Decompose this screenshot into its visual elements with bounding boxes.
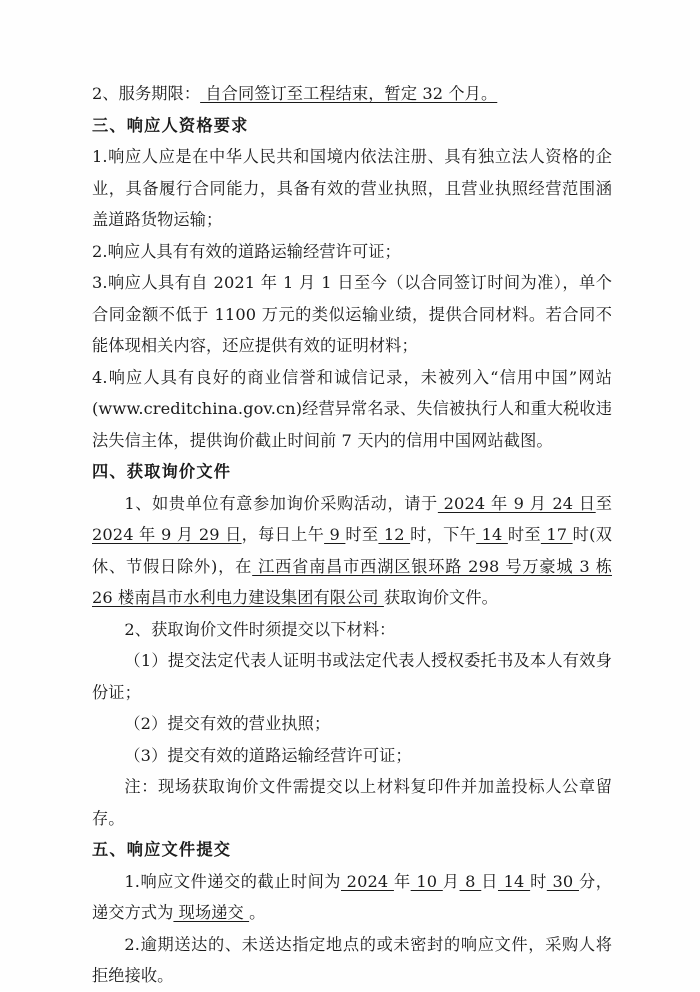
- segment-obtain-1-8: 时，下午: [410, 525, 477, 544]
- paragraph-obtain-2-2: [92, 708, 612, 740]
- paragraph-submit-1: [92, 866, 612, 929]
- segment-submit-1-4: 月: [442, 871, 460, 891]
- segment-submit-1-2: 年: [393, 871, 411, 891]
- segment-submit-1-0: 1.响应文件递交的截止时间为: [124, 871, 341, 891]
- text-qual-4: 4.响应人具有良好的商业信誉和诚信记录，未被列入“信用中国”网站(www.creditchina.gov.cn)经营异常名录、失信被执行人和重大税收违法失信主体，提供询价截止时间前 7 天内的信用中国网站截图。: [92, 367, 612, 450]
- paragraph-qual-1: [92, 141, 612, 236]
- paragraph-qual-2: [92, 236, 612, 268]
- segment-submit-1-12: 。: [249, 903, 266, 922]
- text-heading-obtain-docs: 四、获取询价文件: [92, 462, 232, 481]
- segment-submit-1-7: 14: [497, 871, 531, 891]
- paragraph-obtain-2-3: [92, 740, 612, 772]
- text-qual-3: 3.响应人具有自 2021 年 1 月 1 日至今（以合同签订时间为准），单个合同金额不低于 1100 万元的类似运输业绩，提供合同材料。若合同不能体现相关内容，还应提供有效的证明材料；: [92, 273, 612, 355]
- paragraph-service-period: [92, 78, 612, 110]
- segment-obtain-1-2: 至: [595, 493, 612, 513]
- segment-submit-1-5: 8: [459, 871, 482, 891]
- text-obtain-2-1: （1）提交法定代表人证明书或法定代表人授权委托书及本人有效身份证；: [92, 651, 612, 702]
- segment-obtain-1-10: 时至: [507, 525, 541, 544]
- paragraph-qual-4: [92, 362, 612, 457]
- segment-obtain-1-6: 时至: [345, 525, 379, 544]
- document-content: [92, 78, 612, 992]
- text-obtain-note: 注：现场获取询价文件需提交以上材料复印件并加盖投标人公章留存。: [92, 777, 612, 828]
- segment-submit-1-1: 2024: [341, 871, 394, 891]
- segment-submit-1-10: 分，递交方式为: [92, 871, 612, 922]
- segment-obtain-1-11: 17: [540, 525, 573, 544]
- segment-obtain-1-12: 时(双休、节假日除外)，在: [92, 525, 612, 576]
- text-obtain-2-3: （3）提交有效的道路运输经营许可证；: [124, 745, 412, 765]
- segment-obtain-1-5: 9: [324, 525, 346, 544]
- segment-obtain-1-0: 1、如贵单位有意参加询价采购活动，请于: [124, 493, 438, 513]
- paragraph-obtain-1: [92, 488, 612, 614]
- text-qual-2: 2.响应人具有有效的道路运输经营许可证；: [92, 241, 401, 261]
- paragraph-heading-qualification: [92, 110, 612, 142]
- segment-obtain-1-14: 获取询价文件。: [383, 588, 498, 607]
- paragraph-heading-obtain-docs: [92, 456, 612, 488]
- text-qual-1: 1.响应人应是在中华人民共和国境内依法注册、具有独立法人资格的企业，具备履行合同能力，具备有效的营业执照，且营业执照经营范围涵盖道路货物运输；: [92, 147, 612, 229]
- paragraph-obtain-note: [92, 771, 612, 834]
- text-heading-submit: 五、响应文件提交: [92, 840, 232, 859]
- segment-submit-1-6: 日: [481, 871, 498, 891]
- paragraph-obtain-2-1: [92, 645, 612, 708]
- segment-service-period-0: 2、服务期限：: [92, 84, 201, 103]
- text-obtain-2: 2、获取询价文件时须提交以下材料：: [124, 619, 396, 639]
- paragraph-submit-2: [92, 929, 612, 992]
- segment-obtain-1-3: 2024 年 9 月 29 日: [92, 525, 242, 544]
- segment-submit-1-8: 时: [530, 871, 547, 891]
- segment-obtain-1-1: 2024 年 9 月 24 日: [437, 493, 596, 513]
- paragraph-heading-submit: [92, 834, 612, 866]
- text-heading-qualification: 三、响应人资格要求: [92, 115, 249, 135]
- segment-obtain-1-13: 江西省南昌市西湖区银环路 298 号万豪城 3 栋 26 楼南昌市水利电力建设集团有限公司: [92, 556, 612, 607]
- segment-obtain-1-4: ，每日上午: [241, 525, 325, 544]
- paragraph-obtain-2: [92, 614, 612, 646]
- segment-obtain-1-9: 14: [476, 525, 508, 544]
- segment-submit-1-9: 30: [546, 871, 579, 891]
- segment-submit-1-3: 10: [410, 871, 443, 891]
- segment-service-period-1: 自合同签订至工程结束，暂定 32 个月。: [200, 84, 498, 103]
- paragraph-qual-3: [92, 267, 612, 362]
- segment-obtain-1-7: 12: [378, 525, 411, 544]
- document-body: [92, 78, 612, 992]
- text-submit-2: 2.逾期送达的、未送达指定地点的或未密封的响应文件，采购人将拒绝接收。: [92, 934, 612, 985]
- text-obtain-2-2: （2）提交有效的营业执照；: [124, 714, 331, 733]
- segment-submit-1-11: 现场递交: [173, 903, 250, 922]
